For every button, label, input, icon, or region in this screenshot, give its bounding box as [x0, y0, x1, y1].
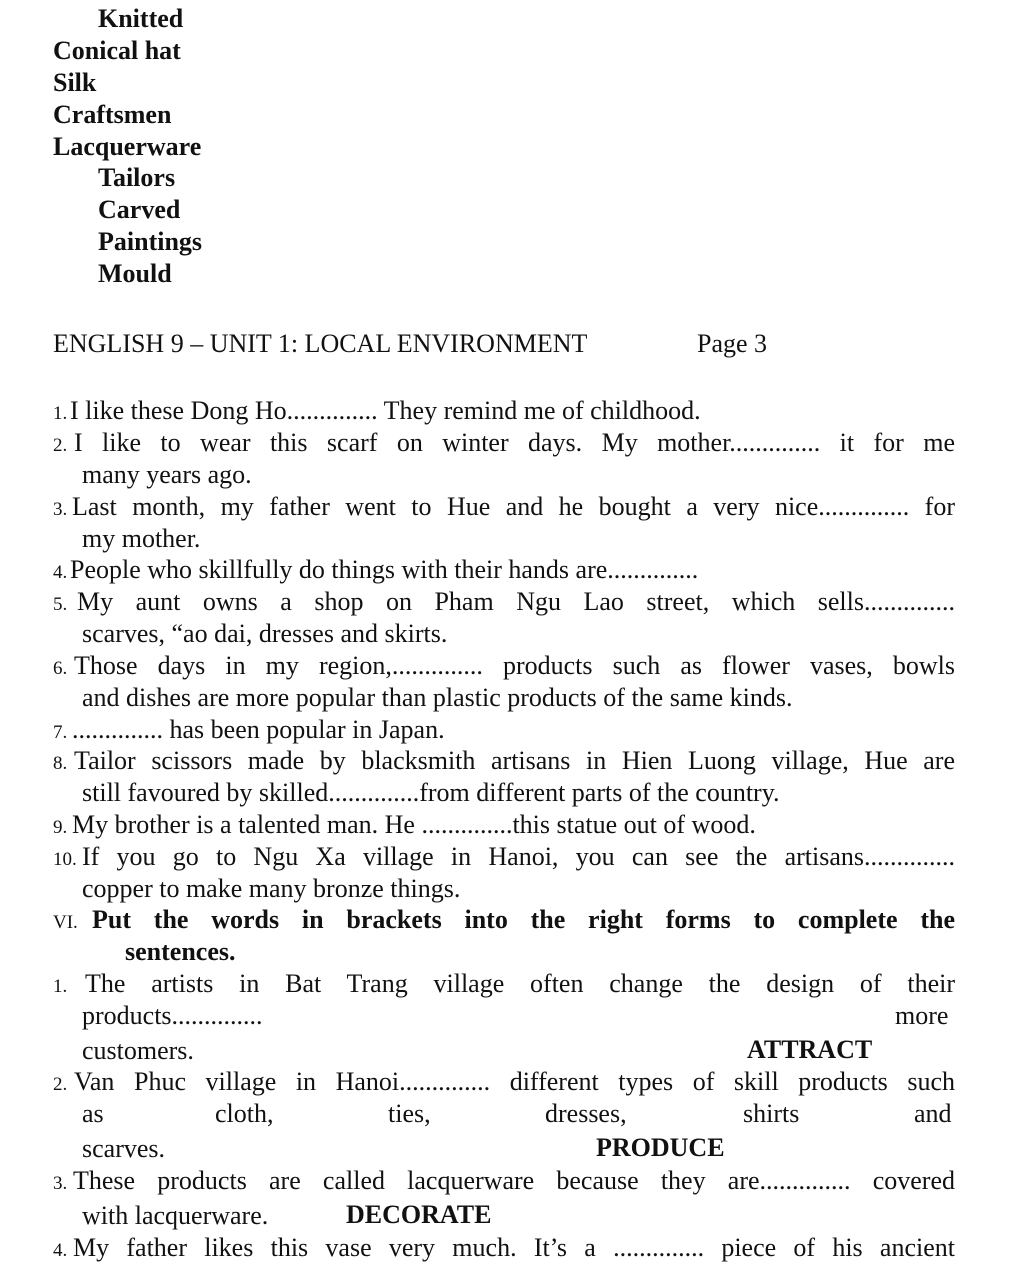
item-number: 5. [53, 594, 68, 615]
word-item: Carved [98, 195, 181, 224]
item-number: 1. [53, 403, 68, 424]
page-number: Page 3 [697, 329, 768, 358]
item-number: 1. [53, 976, 68, 997]
item-text: .............. has been popular in Japan. [72, 715, 445, 744]
item-text: with lacquerware. [82, 1201, 269, 1230]
word-item: Silk [53, 68, 97, 97]
item-text: These products are called lacquerware because they are.............. covered [73, 1166, 955, 1195]
item-word: as [82, 1099, 104, 1128]
item-number: 8. [53, 753, 68, 774]
item-text: Those days in my region,.............. products such as flower vases, bowls [74, 651, 955, 680]
item-text: I like these Dong Ho.............. They remind me of childhood. [70, 396, 701, 425]
section-instruction: Put the words in brackets into the right forms to complete the [92, 905, 955, 934]
item-text: scarves. [82, 1134, 166, 1163]
word-item: Paintings [98, 227, 203, 256]
item-text: I like to wear this scarf on winter days. My mother.............. it for me [74, 428, 955, 457]
item-word: shirts [743, 1099, 800, 1128]
item-number: 2. [53, 435, 68, 456]
item-number: 2. [53, 1074, 68, 1095]
page-title: ENGLISH 9 – UNIT 1: LOCAL ENVIRONMENT [53, 329, 588, 358]
item-text: People who skillfully do things with their hands are.............. [70, 555, 699, 584]
item-number: 4. [53, 562, 68, 583]
word-item: Mould [98, 259, 172, 288]
word-item: Craftsmen [53, 100, 172, 129]
item-number: 10. [53, 849, 77, 870]
word-item: Lacquerware [53, 132, 202, 161]
item-text: Tailor scissors made by blacksmith artisans in Hien Luong village, Hue are [74, 746, 955, 775]
item-text: still favoured by skilled..............from different parts of the country. [82, 778, 780, 807]
item-text: customers. [82, 1036, 194, 1065]
word-item: Conical hat [53, 36, 181, 65]
item-text: copper to make many bronze things. [82, 874, 461, 903]
item-text: scarves, “ao dai, dresses and skirts. [82, 619, 448, 648]
item-text: My father likes this vase very much. It’s a .............. piece of his ancient [73, 1233, 955, 1262]
item-number: 4. [53, 1240, 68, 1261]
section-instruction: sentences. [125, 937, 236, 966]
item-number: 3. [53, 1173, 68, 1194]
item-word: ties, [388, 1099, 431, 1128]
item-text: Last month, my father went to Hue and he bought a very nice.............. for [72, 492, 955, 521]
keyword: ATTRACT [747, 1035, 873, 1064]
item-number: 7. [53, 722, 68, 743]
item-text: my mother. [82, 524, 201, 553]
item-word: dresses, [545, 1099, 627, 1128]
item-number: 3. [53, 499, 68, 520]
word-item: Knitted [98, 4, 184, 33]
item-text: Van Phuc village in Hanoi.............. different types of skill products such [74, 1067, 955, 1096]
item-text: more [895, 1001, 949, 1030]
item-text: products.............. [82, 1001, 263, 1030]
item-word: and [914, 1099, 952, 1128]
item-text: If you go to Ngu Xa village in Hanoi, you can see the artisans.............. [82, 842, 955, 871]
item-text: My brother is a talented man. He ..............this statue out of wood. [72, 810, 756, 839]
item-text: and dishes are more popular than plastic products of the same kinds. [82, 683, 793, 712]
item-number: 6. [53, 658, 68, 679]
keyword: PRODUCE [596, 1133, 725, 1162]
keyword: DECORATE [346, 1200, 492, 1229]
section-number: VI. [53, 912, 78, 933]
item-number: 9. [53, 817, 68, 838]
item-text: many years ago. [82, 460, 252, 489]
word-item: Tailors [98, 163, 176, 192]
item-word: cloth, [215, 1099, 274, 1128]
item-text: The artists in Bat Trang village often change the design of their [85, 969, 955, 998]
item-text: My aunt owns a shop on Pham Ngu Lao street, which sells.............. [77, 587, 955, 616]
